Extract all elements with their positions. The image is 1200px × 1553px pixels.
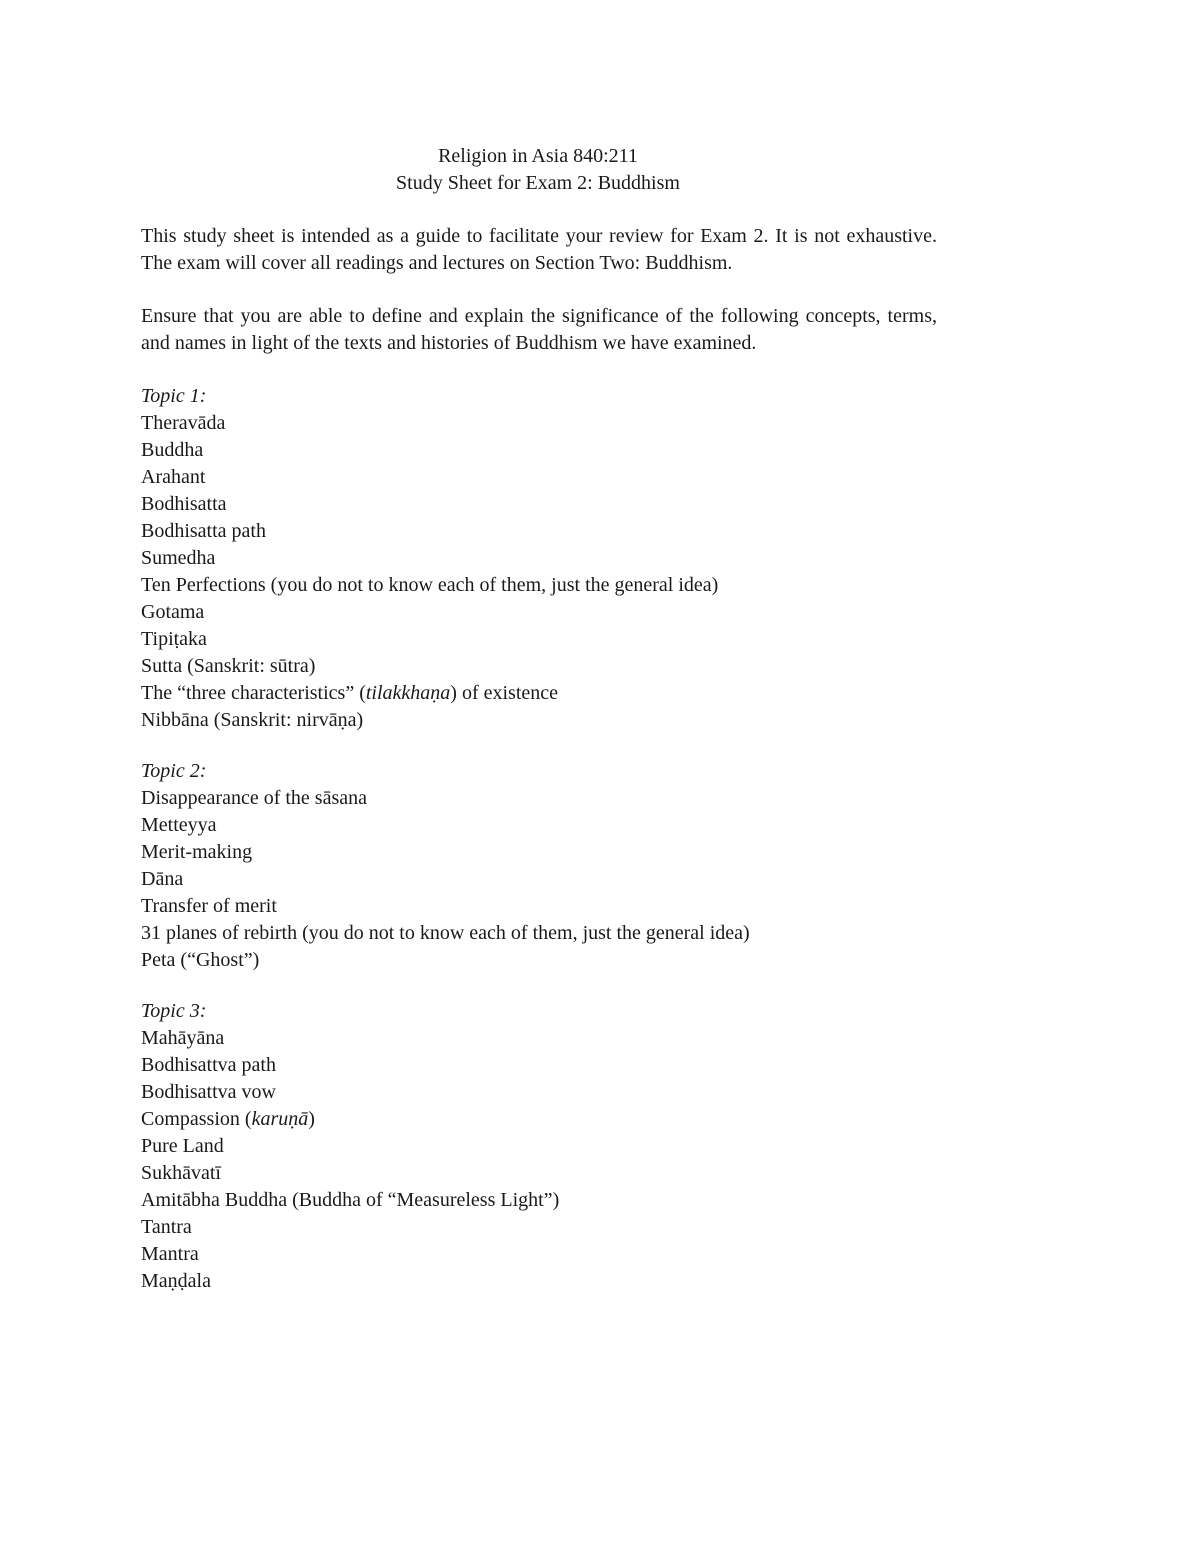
term-item: Maṇḍala <box>141 1270 211 1292</box>
term-item: Ten Perfections (you do not to know each of them, just the general idea) <box>141 574 719 596</box>
term-item: Bodhisatta <box>141 493 227 515</box>
term-item: 31 planes of rebirth (you do not to know each of them, just the general idea) <box>141 922 750 944</box>
term-item: Transfer of merit <box>141 895 277 917</box>
term-text: Compassion ( <box>141 1108 252 1130</box>
term-item: Gotama <box>141 601 205 623</box>
term-text: ) of existence <box>450 682 559 704</box>
term-item: Theravāda <box>141 412 226 434</box>
term-item: Pure Land <box>141 1135 224 1157</box>
term-item: Metteyya <box>141 814 217 836</box>
term-item: Mantra <box>141 1243 199 1265</box>
term-emphasis: karuṇā <box>251 1108 309 1130</box>
document-header <box>0 143 1076 197</box>
term-item: Merit-making <box>141 841 253 863</box>
term-item: Bodhisattva path <box>141 1054 276 1076</box>
term-emphasis: tilakkhaṇa <box>365 682 451 704</box>
term-item: Sumedha <box>141 547 216 569</box>
term-item: Tantra <box>141 1216 192 1238</box>
term-item: Sukhāvatī <box>141 1162 221 1184</box>
course-title: Religion in Asia 840:211 <box>438 145 638 167</box>
instructions-paragraph: Ensure that you are able to define and explain the significance of the following concepts, terms, and names in light of the texts and histories of Buddhism we have examined. <box>141 305 937 354</box>
topic-section <box>141 998 1041 1295</box>
term-item: Bodhisatta path <box>141 520 266 542</box>
intro-paragraph: This study sheet is intended as a guide to facilitate your review for Exam 2. It is not exhaustive. The exam will cover all readings and lectures on Section Two: Buddhism. <box>141 225 937 274</box>
term-item <box>141 680 1041 707</box>
term-item: Peta (“Ghost”) <box>141 949 260 971</box>
term-item: Bodhisattva vow <box>141 1081 276 1103</box>
topic-heading: Topic 3: <box>141 1000 207 1022</box>
topic-heading: Topic 1: <box>141 385 207 407</box>
document-subtitle: Study Sheet for Exam 2: Buddhism <box>396 172 680 194</box>
term-list <box>141 1025 1041 1295</box>
topic-section <box>141 758 1041 974</box>
term-item: Dāna <box>141 868 184 890</box>
topic-section <box>141 383 1041 734</box>
term-list <box>141 785 1041 974</box>
term-item: Amitābha Buddha (Buddha of “Measureless Light”) <box>141 1189 560 1211</box>
term-item: Tipiṭaka <box>141 628 207 650</box>
term-text: ) <box>308 1108 315 1130</box>
term-item: Nibbāna (Sanskrit: nirvāṇa) <box>141 709 364 731</box>
term-item <box>141 1106 1041 1133</box>
term-item: Sutta (Sanskrit: sūtra) <box>141 655 316 677</box>
term-list <box>141 410 1041 734</box>
term-item: Arahant <box>141 466 206 488</box>
term-text: The “three characteristics” ( <box>141 682 366 704</box>
term-item: Buddha <box>141 439 204 461</box>
topic-heading: Topic 2: <box>141 760 207 782</box>
term-item: Mahāyāna <box>141 1027 225 1049</box>
term-item: Disappearance of the sāsana <box>141 787 367 809</box>
